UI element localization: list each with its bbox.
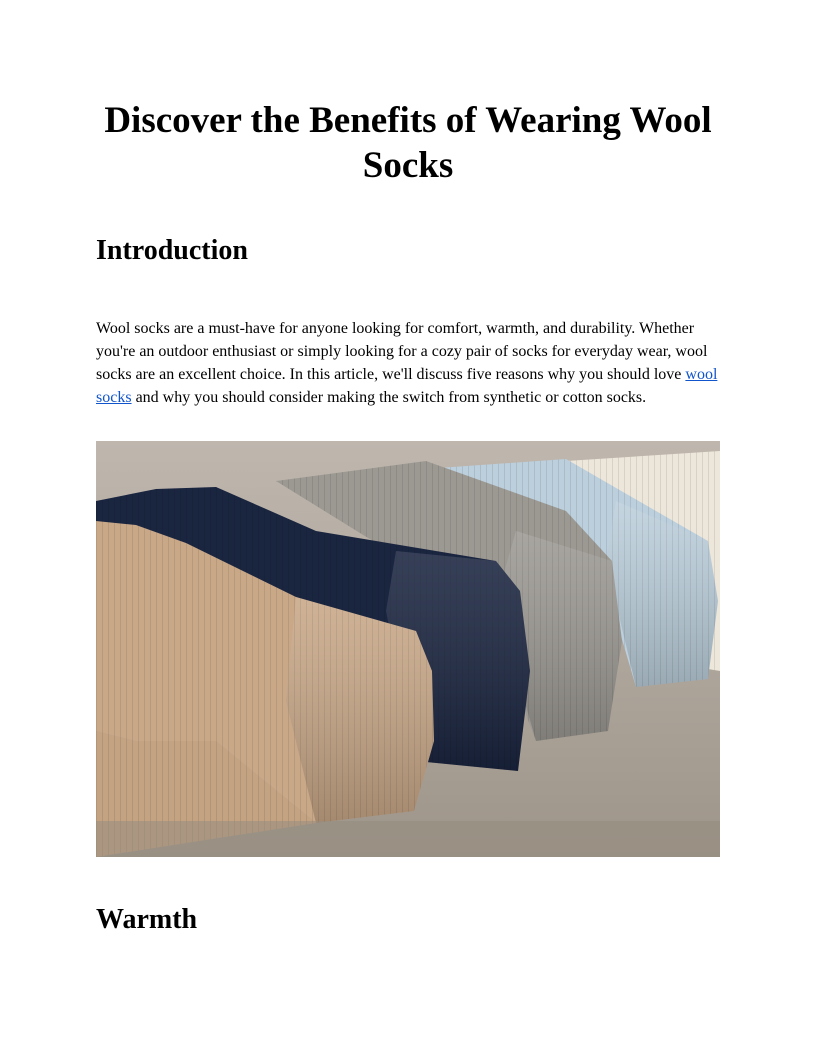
section-heading-warmth: Warmth	[96, 904, 198, 935]
wool-socks-photo	[96, 441, 720, 857]
section-heading-introduction: Introduction	[96, 235, 248, 266]
wool-socks-link[interactable]: wool socks	[96, 366, 718, 406]
intro-text-before-link: Wool socks are a must-have for anyone looking for comfort, warmth, and durability. Whether you're an outdoor enthusiast or simply looking for a cozy pair of socks for everyday wear, wool socks are an excellent choice. In this article, we'll discuss five reasons why you should love	[96, 320, 708, 383]
page-title: Discover the Benefits of Wearing Wool Socks	[104, 100, 712, 186]
intro-paragraph	[96, 317, 722, 409]
intro-text-after-link: and why you should consider making the switch from synthetic or cotton socks.	[131, 389, 647, 406]
